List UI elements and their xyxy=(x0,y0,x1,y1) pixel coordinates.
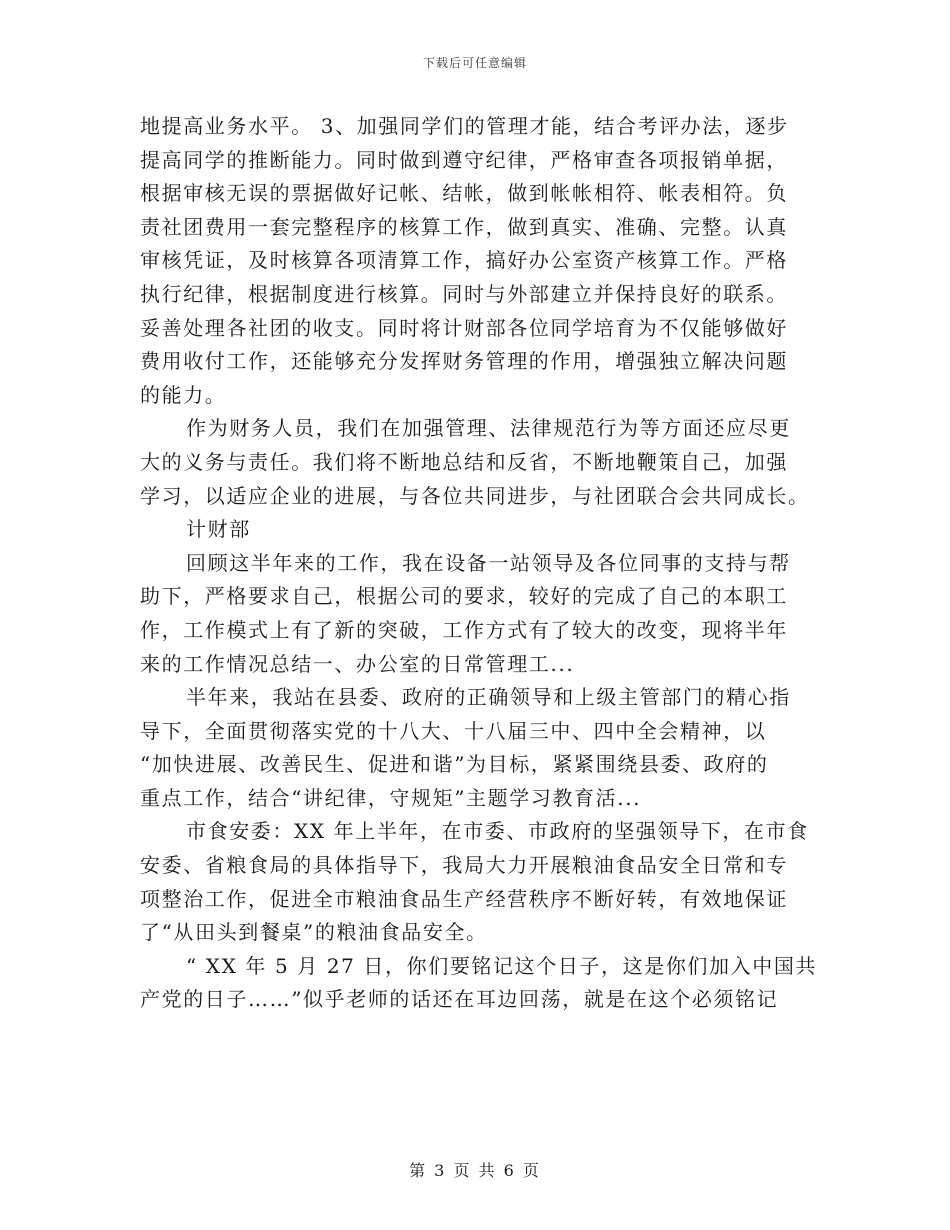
text-line: 项整治工作，促进全市粮油食品生产经营秩序不断好转，有效地保证 xyxy=(140,886,788,911)
text-line: 安委、省粮食局的具体指导下，我局大力开展粮油食品安全日常和专 xyxy=(140,853,788,878)
page-number-footer: 第 3 页 共 6 页 xyxy=(409,1161,541,1180)
text-line: 产党的日子……”似乎老师的话还在耳边回荡，就是在这个必须铭记 xyxy=(140,987,779,1012)
text-line: 作，工作模式上有了新的突破，工作方式有了较大的改变，现将半年 xyxy=(140,617,788,642)
text-line: 重点工作，结合“讲纪律，守规矩”主题学习教育活... xyxy=(140,785,642,810)
text-line: 来的工作情况总结一、办公室的日常管理工... xyxy=(140,651,575,676)
text-line: 市食安委：XX 年上半年，在市委、市政府的坚强领导下，在市食 xyxy=(186,819,809,844)
text-line: 妥善处理各社团的收支。同时将计财部各位同学培育为不仅能够做好 xyxy=(140,315,788,340)
text-line: 执行纪律，根据制度进行核算。同时与外部建立并保持良好的联系。 xyxy=(140,281,788,306)
text-line: 计财部 xyxy=(186,517,251,542)
text-line: 了“从田头到餐桌”的粮油食品安全。 xyxy=(140,920,488,945)
text-line: 费用收付工作，还能够充分发挥财务管理的作用，增强独立解决问题 xyxy=(140,349,788,374)
text-line: 的能力。 xyxy=(140,382,227,407)
text-line: 学习，以适应企业的进展，与各位共同进步，与社团联合会共同成长。 xyxy=(140,483,810,508)
text-line: “ XX 年 5 月 27 日，你们要铭记这个日子，这是你们加入中国共 xyxy=(186,953,818,978)
text-line: 回顾这半年来的工作，我在设备一站领导及各位同事的支持与帮 xyxy=(186,550,791,575)
document-body xyxy=(140,110,818,1017)
text-line: 助下，严格要求自己，根据公司的要求，较好的完成了自己的本职工 xyxy=(140,584,788,609)
text-line: 提高同学的推断能力。同时做到遵守纪律，严格审查各项报销单据， xyxy=(140,147,788,172)
text-line: 作为财务人员，我们在加强管理、法律规范行为等方面还应尽更 xyxy=(186,416,791,441)
text-line: 半年来，我站在县委、政府的正确领导和上级主管部门的精心指 xyxy=(186,685,791,710)
text-line: 审核凭证，及时核算各项清算工作，搞好办公室资产核算工作。严格 xyxy=(140,248,788,273)
text-line: “加快进展、改善民生、促进和谐”为目标，紧紧围绕县委、政府的 xyxy=(140,752,769,777)
text-line: 地提高业务水平。 3、加强同学们的管理才能，结合考评办法，逐步 xyxy=(140,114,789,138)
text-line: 根据审核无误的票据做好记帐、结帐，做到帐帐相符、帐表相符。负 xyxy=(140,181,788,206)
text-line: 导下，全面贯彻落实党的十八大、十八届三中、四中全会精神，以 xyxy=(140,718,767,743)
text-line: 责社团费用一套完整程序的核算工作，做到真实、准确、完整。认真 xyxy=(140,214,788,239)
text-line: 大的义务与责任。我们将不断地总结和反省，不断地鞭策自己，加强 xyxy=(140,449,788,474)
page-header: 下载后可任意编辑 xyxy=(422,56,527,70)
